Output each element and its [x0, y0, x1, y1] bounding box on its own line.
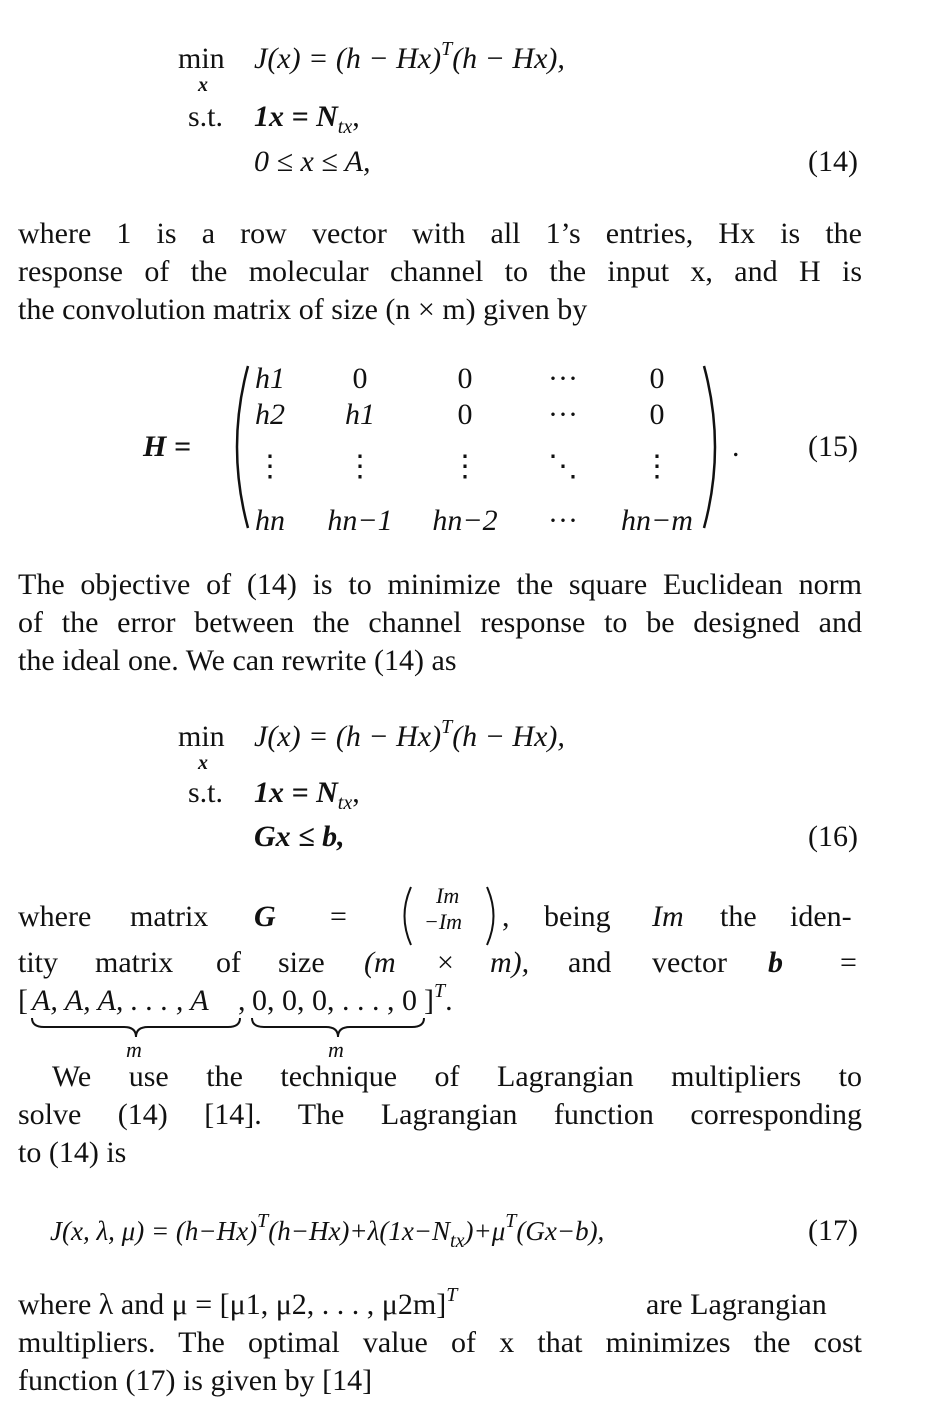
para5-line-1b: are Lagrangian: [646, 1288, 827, 1321]
para4-line-1: We use the technique of Lagrangian multipliers to: [52, 1060, 862, 1093]
eq14-min-subscript: x: [198, 74, 208, 96]
para3-mid-comma: ,: [238, 984, 246, 1017]
para3-matrix: matrix: [130, 900, 209, 933]
matrix-cell: h2: [255, 398, 285, 431]
para1-line-2: response of the molecular channel to the input x, and H is: [18, 255, 862, 288]
matrix-cell: ⋮: [255, 450, 285, 483]
para3-vector: vector: [652, 946, 727, 979]
para5-line-2: multipliers. The optimal value of x that minimizes the cost: [18, 1326, 862, 1359]
para2-line-1: The objective of (14) is to minimize the square Euclidean norm: [18, 568, 862, 601]
para3-A-list: A, A, A, . . . , A: [32, 984, 209, 1017]
matrix-cell: ⋮: [450, 450, 480, 483]
para3-bracket-open: [: [18, 984, 28, 1017]
matrix-cell: hn−m: [621, 504, 693, 537]
matrix-cell: ···: [548, 362, 578, 395]
para2-line-2: of the error between the channel response to be designed and: [18, 606, 862, 639]
para3-zero-list: 0, 0, 0, . . . , 0: [252, 984, 417, 1017]
matrix-cell: 0: [457, 362, 473, 395]
eq16-st: s.t.: [188, 776, 224, 809]
para3-where: where: [18, 900, 92, 933]
para1-line-1: where 1 is a row vector with all 1’s entries, Hx is the: [18, 217, 862, 250]
para5-line-3: function (17) is given by [14]: [18, 1364, 373, 1397]
eq14-constraint-2: 0 ≤ x ≤ A,: [254, 145, 371, 178]
matrix-cell: hn−1: [327, 504, 393, 537]
inline-matrix-top: Im: [436, 883, 460, 908]
eq15-lhs: H =: [143, 430, 191, 463]
eq16-min: min: [178, 720, 225, 753]
para3-matrix-2: matrix: [95, 946, 174, 979]
para3-iden: iden-: [790, 900, 852, 933]
eq16-constraint-2: Gx ≤ b,: [254, 820, 345, 853]
para3-Im: Im: [652, 900, 684, 933]
para3-b: b: [768, 946, 783, 979]
matrix-cell: hn: [255, 504, 285, 537]
matrix-cell: ···: [548, 398, 578, 431]
para5-line-1a: where λ and μ = [μ1, μ2, . . . , μ2m]$^T$: [18, 1284, 458, 1321]
eq16-number: (16): [808, 820, 858, 853]
inline-matrix-bottom: −Im: [424, 909, 463, 934]
para3-tity: tity: [18, 946, 59, 979]
eq17-number: (17): [808, 1214, 858, 1247]
matrix-cell: ⋮: [345, 450, 375, 483]
underbrace-1-label: m: [126, 1037, 142, 1062]
inline-matrix-left-paren: [396, 884, 414, 948]
eq16-constraint-1: $1x = N_{tx}$,: [254, 776, 360, 814]
para1-line-3: the convolution matrix of size (n × m) given by: [18, 293, 588, 326]
eq15-right-paren: [700, 362, 730, 532]
para5-rest: [18, 1324, 862, 1400]
inline-matrix-right-paren: [484, 884, 502, 948]
para3-m-open: (m: [364, 946, 396, 979]
matrix-cell: 0: [457, 398, 473, 431]
para3-bracket-close: ]$^T$.: [424, 980, 453, 1017]
matrix-cell: h1: [345, 398, 375, 431]
para3-size: size: [278, 946, 325, 979]
eq14-st: s.t.: [188, 100, 224, 133]
paragraph-2: [18, 566, 862, 680]
matrix-cell: 0: [649, 362, 665, 395]
matrix-cell: 0: [649, 398, 665, 431]
eq14-constraint-1: $1x = N_{tx}$,: [254, 100, 360, 138]
paragraph-1: [18, 215, 862, 329]
eq15-number: (15): [808, 430, 858, 463]
matrix-cell: ···: [548, 504, 578, 537]
para3-and: and: [568, 946, 612, 979]
matrix-cell: ⋮: [642, 450, 672, 483]
matrix-cell: 0: [352, 362, 368, 395]
matrix-cell: ⋱: [548, 450, 578, 483]
para3-equals-2: =: [840, 946, 857, 979]
matrix-cell: h1: [255, 362, 285, 395]
eq17-body: J(x, λ, $\mu) = (h-Hx)^T(h-Hx)+\lambda(1x-N_{tx})+\mu^T(Gx-b)$,: [50, 1210, 605, 1252]
paragraph-4: [18, 1058, 862, 1172]
eq15-period: .: [732, 430, 740, 463]
para3-equals: =: [330, 900, 347, 933]
para3-m-close: m),: [490, 946, 530, 979]
eq14-number: (14): [808, 145, 858, 178]
eq14-min: min: [178, 42, 225, 75]
para4-line-2: solve (14) [14]. The Lagrangian function corresponding: [18, 1098, 862, 1131]
para3-times: ×: [437, 946, 454, 979]
para3-being: being: [544, 900, 611, 933]
para3-of: of: [216, 946, 241, 979]
eq16-min-subscript: x: [198, 752, 208, 774]
underbrace-2-label: m: [328, 1037, 344, 1062]
para3-comma: ,: [502, 900, 510, 933]
para3-G: G: [254, 900, 276, 933]
eq16-objective: $J(x) = (h - Hx)^T(h - Hx)$,: [254, 716, 565, 753]
para4-line-3: to (14) is: [18, 1136, 127, 1169]
matrix-cell: hn−2: [432, 504, 498, 537]
eq14-objective: $J(x) = (h - Hx)^T(h - Hx)$,: [254, 38, 565, 75]
para3-the: the: [720, 900, 757, 933]
para2-line-3: the ideal one. We can rewrite (14) as: [18, 644, 457, 677]
